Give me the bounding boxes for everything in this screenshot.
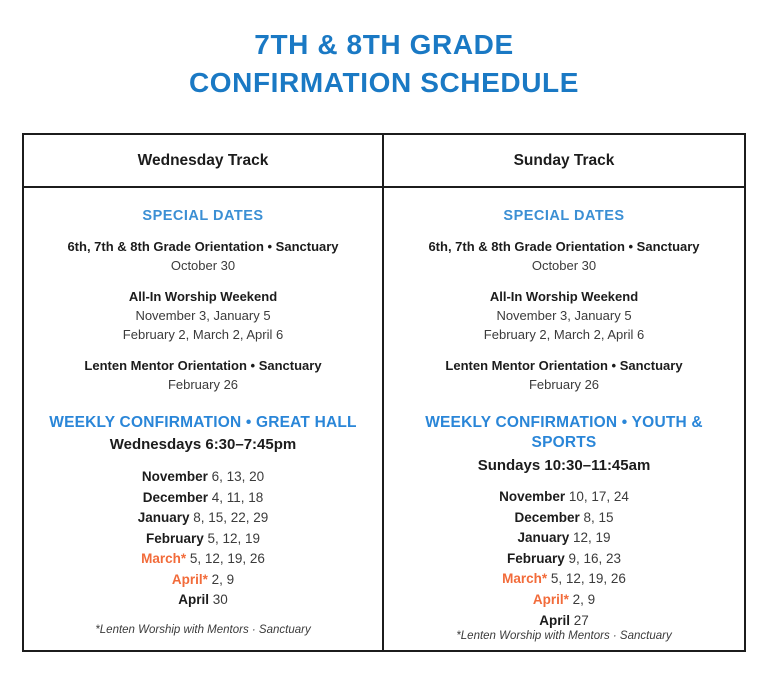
date-line — [499, 528, 629, 548]
date-line — [138, 488, 269, 508]
date-month: April* — [532, 591, 573, 607]
date-line — [138, 508, 269, 528]
date-month: December — [514, 509, 584, 525]
date-month: January — [137, 510, 194, 526]
table-header-row — [24, 135, 744, 188]
event-name: All-In Worship Weekend — [489, 289, 639, 305]
date-days: 4, 11, 18 — [211, 489, 264, 505]
date-days: 27 — [573, 612, 589, 628]
event-lenten-mentor-wednesday — [84, 357, 321, 394]
date-days: 8, 15 — [583, 509, 614, 525]
date-month: November — [141, 468, 212, 484]
event-all-in-worship-wednesday — [123, 288, 283, 344]
table-body-row — [24, 188, 744, 650]
weekly-confirmation-time-wednesday: Wednesdays 6:30–7:45pm — [109, 436, 297, 454]
date-month: March* — [502, 571, 551, 587]
date-month: April — [178, 592, 213, 608]
weekly-confirmation-heading-wednesday: WEEKLY CONFIRMATION • GREAT HALL — [49, 414, 357, 432]
weekly-confirmation-time-sunday: Sundays 10:30–11:45am — [477, 456, 651, 474]
date-month: February — [506, 550, 569, 566]
date-line — [499, 487, 629, 507]
event-date: February 26 — [167, 376, 239, 392]
column-wednesday-track — [24, 188, 384, 650]
event-date: November 3, January 5 — [135, 308, 271, 324]
event-date: November 3, January 5 — [496, 308, 632, 324]
weekly-confirmation-heading-sunday: WEEKLY CONFIRMATION • YOUTH & SPORTS — [425, 414, 703, 452]
date-line — [138, 467, 269, 487]
footnote-wednesday: *Lenten Worship with Mentors · Sanctuary — [95, 624, 311, 636]
event-lenten-mentor-sunday — [445, 357, 682, 394]
date-days: 6, 13, 20 — [211, 468, 265, 484]
event-date: February 2, March 2, April 6 — [122, 326, 284, 342]
footnote-sunday: *Lenten Worship with Mentors · Sanctuary — [456, 630, 672, 643]
date-days: 12, 19 — [572, 530, 611, 546]
event-orientation-wednesday — [67, 238, 338, 275]
event-all-in-worship-sunday — [484, 288, 644, 344]
schedule-table — [22, 133, 746, 652]
column-header-wednesday: Wednesday Track — [24, 135, 384, 186]
weekly-date-list-wednesday — [138, 467, 269, 610]
date-days: 2, 9 — [572, 591, 596, 607]
date-days: 10, 17, 24 — [568, 489, 629, 505]
date-days: 30 — [212, 592, 228, 608]
event-name: 6th, 7th & 8th Grade Orientation • Sanctuary — [67, 239, 339, 254]
date-month: April — [539, 612, 574, 628]
event-orientation-sunday — [428, 238, 699, 275]
date-line-lenten — [138, 549, 269, 569]
page-title-line-1: 7TH & 8TH GRADE — [254, 29, 514, 60]
date-month: April* — [171, 571, 212, 587]
special-dates-title-sunday: SPECIAL DATES — [503, 208, 625, 224]
event-name: Lenten Mentor Orientation • Sanctuary — [445, 358, 683, 374]
date-line-lenten — [138, 570, 269, 590]
date-line — [138, 590, 269, 610]
date-month: January — [517, 530, 573, 546]
event-name: Lenten Mentor Orientation • Sanctuary — [84, 358, 322, 374]
event-name: All-In Worship Weekend — [128, 289, 278, 305]
date-days: 8, 15, 22, 29 — [193, 510, 269, 526]
column-header-sunday: Sunday Track — [513, 151, 615, 169]
date-line-lenten — [499, 590, 629, 610]
date-month: March* — [141, 551, 190, 567]
date-line — [499, 508, 629, 528]
page-title-line-2: CONFIRMATION SCHEDULE — [188, 66, 580, 98]
date-line — [499, 611, 629, 631]
date-days: 5, 12, 19, 26 — [189, 551, 265, 567]
date-days: 2, 9 — [211, 571, 235, 587]
date-days: 9, 16, 23 — [568, 550, 622, 566]
event-date: February 26 — [528, 376, 600, 392]
date-line — [499, 549, 629, 569]
date-month: November — [499, 489, 569, 505]
event-name: 6th, 7th & 8th Grade Orientation • Sanctuary — [428, 239, 700, 254]
date-days: 5, 12, 19, 26 — [550, 571, 626, 587]
date-line-lenten — [499, 569, 629, 589]
date-month: December — [142, 489, 212, 505]
event-date: October 30 — [531, 257, 597, 273]
event-date: October 30 — [170, 257, 236, 273]
page-title — [0, 0, 768, 101]
date-month: February — [145, 530, 208, 546]
special-dates-title-wednesday: SPECIAL DATES — [142, 208, 264, 224]
column-sunday-track — [384, 188, 744, 650]
date-days: 5, 12, 19 — [207, 530, 261, 546]
weekly-date-list-sunday — [499, 487, 629, 630]
event-date: February 2, March 2, April 6 — [483, 326, 645, 342]
date-line — [138, 529, 269, 549]
